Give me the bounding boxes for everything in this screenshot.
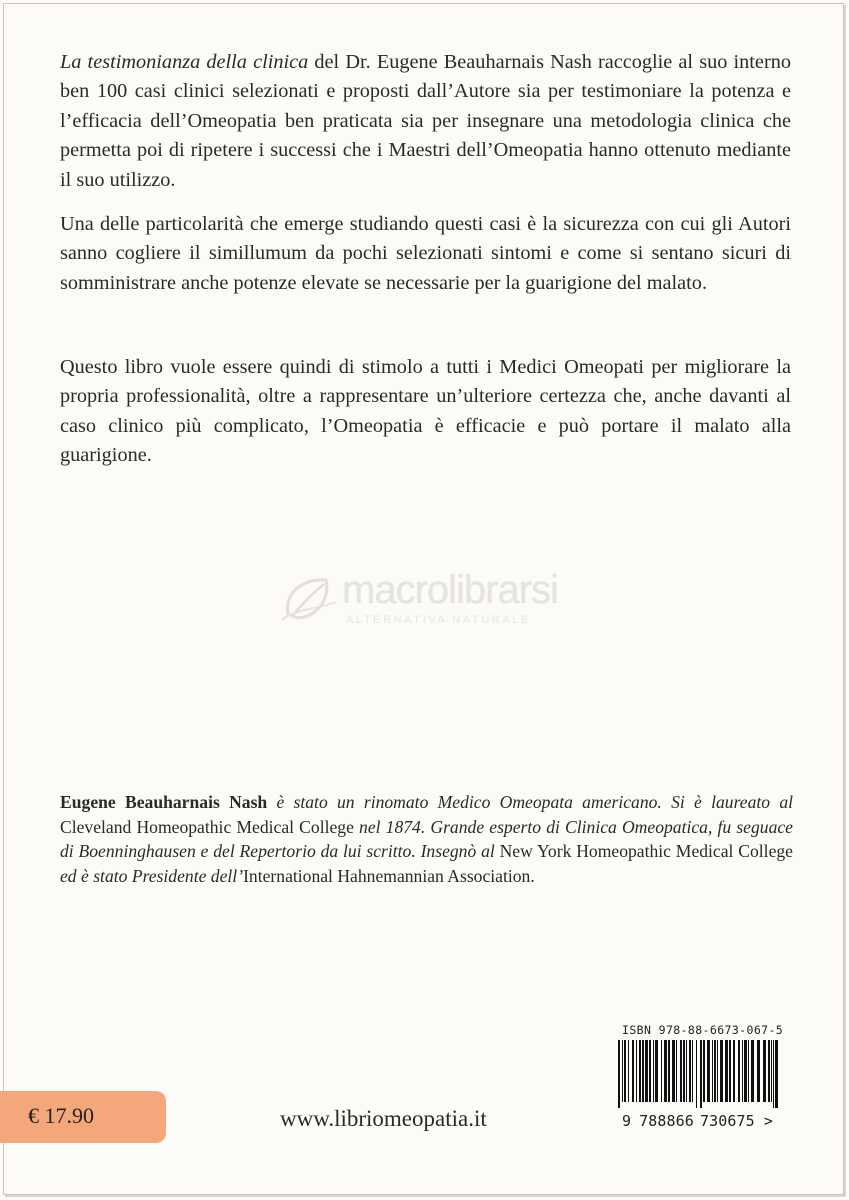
- barcode-bar: [707, 1040, 710, 1102]
- barcode-bar: [689, 1040, 691, 1102]
- description-paragraph-1-text: del Dr. Eugene Beauharnais Nash raccoglie al suo interno ben 100 casi clinici selezionati e proposti dall’Autore sia per testimoniare la potenza e l’efficacia dell’Omeopatia ben praticata sia per insegnare una metodologia clinica che permetta poi di ripetere i successi che i Maestri dell’Omeopatia hanno ottenuto mediante il suo utilizzo.: [60, 51, 791, 191]
- barcode-bar: [636, 1040, 637, 1102]
- description-paragraph-2: Una delle particolarità che emerge studiando questi casi è la sicurezza con cui gli Autori sanno cogliere il simillumum da pochi selezionati sintomi e come si sentano sicuri di somministrare anche potenze elevate se necessarie per la guarigione del malato.: [60, 213, 791, 294]
- barcode-bar: [748, 1040, 749, 1102]
- barcode-bar: [628, 1040, 629, 1102]
- description-paragraph-1: [60, 48, 791, 195]
- barcode-bar: [700, 1040, 702, 1108]
- author-bio: [60, 790, 793, 888]
- barcode-bar: [618, 1040, 620, 1108]
- watermark: [280, 568, 580, 638]
- barcode-bar: [632, 1040, 634, 1102]
- author-name: Eugene Beauharnais Nash: [60, 792, 268, 812]
- barcode-bar: [757, 1040, 760, 1102]
- barcode-bar: [664, 1040, 667, 1102]
- barcode-bar: [712, 1040, 713, 1102]
- barcode-bar: [729, 1040, 731, 1102]
- bio-text-2: nel 1874. Grande esperto di Clinica Omeopatica, fu seguace di Boenninghausen e del Repertorio da lui scritto. Insegnò al: [60, 816, 793, 862]
- barcode-bar: [763, 1040, 766, 1102]
- bio-college-2: New York Homeopathic Medical College: [499, 841, 793, 862]
- barcode-bar: [680, 1040, 682, 1102]
- bio-association: International Hahnemannian Association: [243, 865, 531, 886]
- barcode-bar: [676, 1040, 677, 1102]
- bio-text-1: è stato un rinomato Medico Omeopata americano. Si è laureato al: [267, 792, 794, 812]
- barcode-bar: [744, 1040, 747, 1102]
- barcode-bar: [768, 1040, 770, 1102]
- barcode-bar: [642, 1040, 644, 1102]
- barcode-bar: [696, 1040, 697, 1108]
- price-text: € 17.90: [28, 1103, 94, 1128]
- barcode-bar: [751, 1040, 754, 1102]
- barcode-digits: [622, 1112, 773, 1130]
- bio-college-1: Cleveland Homeopathic Medical College: [60, 816, 354, 837]
- barcode-bar: [720, 1040, 723, 1102]
- barcode-digits-group-1: 788866: [639, 1112, 694, 1130]
- barcode-bar: [653, 1040, 654, 1102]
- barcode-bar: [771, 1040, 772, 1102]
- barcode-bar: [655, 1040, 658, 1102]
- barcode-bar: [703, 1040, 705, 1102]
- barcode-digits-group-2: 730675: [699, 1112, 755, 1130]
- barcode-bar: [672, 1040, 675, 1102]
- barcode-bar: [742, 1040, 743, 1102]
- barcode-bar: [773, 1040, 774, 1108]
- watermark-brand: macrolibrarsi: [342, 568, 558, 612]
- barcode-bar: [686, 1040, 687, 1102]
- leaf-logo-icon: [280, 572, 340, 628]
- watermark-tagline: ALTERNATIVA NATURALE: [346, 614, 532, 626]
- barcode-bar: [733, 1040, 735, 1102]
- price-tag: [0, 1091, 166, 1143]
- barcode-bar: [725, 1040, 728, 1102]
- description-paragraph-3: Questo libro vuole essere quindi di stimolo a tutti i Medici Omeopati per migliorare la propria professionalità, oltre a rappresentare un’ulteriore certezza che, anche davanti al caso clinico più complicato, l’Omeopatia è efficacie e può portare il malato alla guarigione.: [60, 356, 791, 467]
- barcode-bar: [692, 1040, 693, 1102]
- barcode-bar: [624, 1040, 626, 1102]
- barcode-bar: [622, 1040, 623, 1102]
- bio-end: .: [530, 865, 535, 886]
- barcode-bar: [717, 1040, 718, 1102]
- barcode-bar: [668, 1040, 670, 1102]
- barcode: [616, 1040, 782, 1108]
- barcode-bar: [661, 1040, 662, 1102]
- barcode-bar: [645, 1040, 648, 1102]
- barcode-bar: [775, 1040, 778, 1108]
- barcode-bar: [649, 1040, 651, 1102]
- isbn-label: ISBN 978-88-6673-067-5: [622, 1023, 784, 1037]
- book-title: La testimonianza della clinica: [60, 51, 309, 73]
- barcode-bar: [738, 1040, 740, 1102]
- bio-text-3: ed è stato Presidente dell’: [60, 865, 244, 886]
- barcode-quiet-mark: >: [763, 1112, 774, 1130]
- barcode-bar: [639, 1040, 641, 1102]
- website-url[interactable]: www.libriomeopatia.it: [280, 1106, 487, 1131]
- barcode-bar: [714, 1040, 716, 1102]
- barcode-digit-first: 9: [622, 1112, 632, 1130]
- barcode-bar: [683, 1040, 685, 1102]
